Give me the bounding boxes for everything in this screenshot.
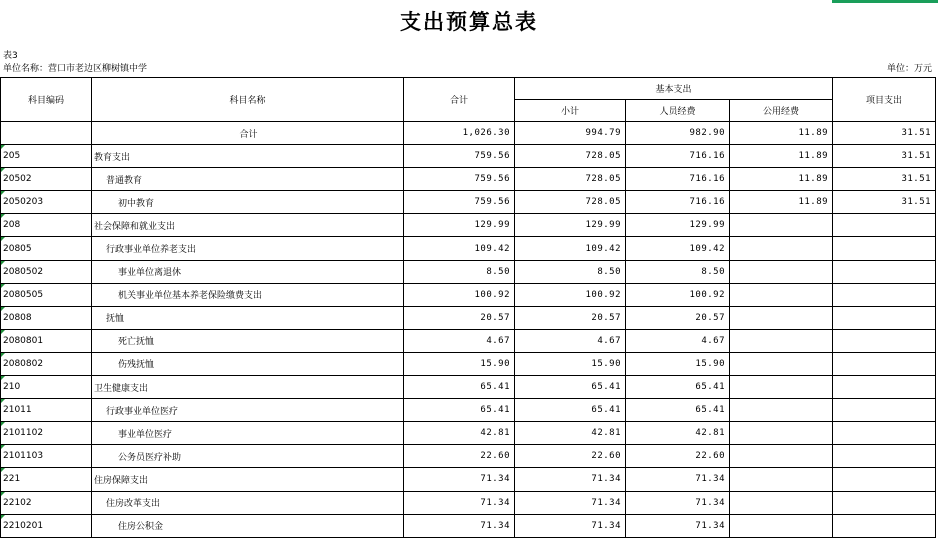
cell-name[interactable]: 初中教育 <box>92 191 404 214</box>
cell-personnel[interactable]: 716.16 <box>626 191 730 214</box>
cell-subtotal[interactable]: 65.41 <box>515 376 626 399</box>
cell-code-text: 21011 <box>3 405 32 416</box>
cell-personnel[interactable]: 71.34 <box>626 514 730 537</box>
table-row[interactable] <box>1 352 936 375</box>
cell-personnel[interactable]: 65.41 <box>626 399 730 422</box>
header-name[interactable]: 科目名称 <box>92 78 404 122</box>
cell-code[interactable] <box>1 306 92 329</box>
cell-code[interactable] <box>1 422 92 445</box>
cell-code[interactable] <box>1 329 92 352</box>
cell-public[interactable] <box>730 514 833 537</box>
cell-project[interactable]: 31.51 <box>833 168 936 191</box>
cell-subtotal[interactable]: 22.60 <box>515 445 626 468</box>
cell-project[interactable] <box>833 376 936 399</box>
cell-personnel[interactable]: 65.41 <box>626 376 730 399</box>
table-row[interactable] <box>1 214 936 237</box>
cell-personnel[interactable]: 15.90 <box>626 352 730 375</box>
table-row[interactable] <box>1 376 936 399</box>
cell-name[interactable]: 合计 <box>92 122 404 145</box>
cell-code-text: 2080802 <box>3 358 44 369</box>
cell-marker-icon <box>1 492 5 496</box>
cell-total[interactable]: 65.41 <box>404 399 515 422</box>
cell-public[interactable]: 11.89 <box>730 168 833 191</box>
header-personnel[interactable]: 人员经费 <box>626 100 730 122</box>
cell-personnel[interactable]: 22.60 <box>626 445 730 468</box>
cell-name[interactable]: 事业单位离退休 <box>92 260 404 283</box>
cell-name[interactable]: 公务员医疗补助 <box>92 445 404 468</box>
cell-code[interactable] <box>1 352 92 375</box>
cell-marker-icon <box>1 145 5 149</box>
cell-personnel[interactable]: 8.50 <box>626 260 730 283</box>
cell-code-text: 2210201 <box>3 520 44 531</box>
cell-code[interactable] <box>1 145 92 168</box>
cell-subtotal[interactable]: 8.50 <box>515 260 626 283</box>
cell-name[interactable]: 机关事业单位基本养老保险缴费支出 <box>92 283 404 306</box>
cell-subtotal[interactable]: 728.05 <box>515 191 626 214</box>
header-project[interactable]: 项目支出 <box>833 78 936 122</box>
cell-marker-icon <box>1 168 5 172</box>
cell-project[interactable] <box>833 491 936 514</box>
cell-public[interactable] <box>730 399 833 422</box>
cell-public[interactable]: 11.89 <box>730 191 833 214</box>
cell-name[interactable]: 卫生健康支出 <box>92 376 404 399</box>
cell-code-text: 221 <box>3 474 21 485</box>
cell-name[interactable]: 社会保障和就业支出 <box>92 214 404 237</box>
cell-personnel[interactable]: 716.16 <box>626 168 730 191</box>
cell-code-text: 2050203 <box>3 197 44 208</box>
cell-public[interactable] <box>730 491 833 514</box>
cell-marker-icon <box>1 445 5 449</box>
cell-total[interactable]: 4.67 <box>404 329 515 352</box>
table-row[interactable] <box>1 168 936 191</box>
cell-marker-icon <box>1 468 5 472</box>
cell-subtotal[interactable]: 994.79 <box>515 122 626 145</box>
cell-marker-icon <box>1 284 5 288</box>
cell-total[interactable]: 100.92 <box>404 283 515 306</box>
cell-public[interactable] <box>730 376 833 399</box>
cell-name[interactable]: 伤残抚恤 <box>92 352 404 375</box>
cell-code[interactable] <box>1 399 92 422</box>
table-row[interactable] <box>1 283 936 306</box>
table-header <box>1 78 936 122</box>
cell-total[interactable]: 759.56 <box>404 145 515 168</box>
cell-code-text: 2101103 <box>3 451 44 462</box>
table-body <box>1 122 936 538</box>
cell-marker-icon <box>1 422 5 426</box>
cell-code-text: 2080502 <box>3 266 44 277</box>
table-row[interactable] <box>1 445 936 468</box>
cell-public[interactable] <box>730 445 833 468</box>
cell-project[interactable] <box>833 283 936 306</box>
table-row[interactable] <box>1 260 936 283</box>
cell-personnel[interactable]: 716.16 <box>626 145 730 168</box>
header-code[interactable]: 科目编码 <box>1 78 92 122</box>
header-basic[interactable]: 基本支出 <box>515 78 833 100</box>
cell-public[interactable] <box>730 283 833 306</box>
top-accent-bar <box>832 0 938 3</box>
cell-code[interactable] <box>1 283 92 306</box>
cell-public[interactable]: 11.89 <box>730 145 833 168</box>
cell-marker-icon <box>1 261 5 265</box>
cell-marker-icon <box>1 237 5 241</box>
cell-subtotal[interactable]: 71.34 <box>515 514 626 537</box>
cell-code[interactable] <box>1 491 92 514</box>
cell-public[interactable] <box>730 468 833 491</box>
cell-code-text: 20502 <box>3 174 32 185</box>
cell-code[interactable] <box>1 468 92 491</box>
cell-public[interactable] <box>730 237 833 260</box>
cell-marker-icon <box>1 515 5 519</box>
header-subtotal[interactable]: 小计 <box>515 100 626 122</box>
cell-total[interactable]: 129.99 <box>404 214 515 237</box>
cell-subtotal[interactable]: 4.67 <box>515 329 626 352</box>
table-row[interactable] <box>1 306 936 329</box>
cell-project[interactable] <box>833 260 936 283</box>
cell-public[interactable] <box>730 260 833 283</box>
cell-personnel[interactable]: 100.92 <box>626 283 730 306</box>
cell-personnel[interactable]: 129.99 <box>626 214 730 237</box>
cell-project[interactable]: 31.51 <box>833 145 936 168</box>
cell-code[interactable] <box>1 514 92 537</box>
cell-project[interactable] <box>833 214 936 237</box>
cell-project[interactable] <box>833 329 936 352</box>
cell-subtotal[interactable]: 728.05 <box>515 145 626 168</box>
cell-personnel[interactable]: 109.42 <box>626 237 730 260</box>
cell-public[interactable] <box>730 214 833 237</box>
cell-name[interactable]: 住房保障支出 <box>92 468 404 491</box>
cell-personnel[interactable]: 71.34 <box>626 491 730 514</box>
cell-name[interactable]: 住房公积金 <box>92 514 404 537</box>
cell-code[interactable] <box>1 376 92 399</box>
cell-total[interactable]: 759.56 <box>404 191 515 214</box>
cell-total[interactable]: 759.56 <box>404 168 515 191</box>
cell-subtotal[interactable]: 71.34 <box>515 468 626 491</box>
table-row[interactable] <box>1 145 936 168</box>
cell-subtotal[interactable]: 71.34 <box>515 491 626 514</box>
cell-marker-icon <box>1 214 5 218</box>
cell-project[interactable] <box>833 237 936 260</box>
cell-name[interactable]: 行政事业单位养老支出 <box>92 237 404 260</box>
table-row[interactable] <box>1 399 936 422</box>
cell-code-text: 210 <box>3 382 21 393</box>
cell-code[interactable] <box>1 191 92 214</box>
cell-code[interactable] <box>1 168 92 191</box>
cell-subtotal[interactable]: 728.05 <box>515 168 626 191</box>
table-row[interactable] <box>1 422 936 445</box>
table-row[interactable] <box>1 514 936 537</box>
cell-code[interactable] <box>1 445 92 468</box>
cell-total[interactable]: 71.34 <box>404 514 515 537</box>
cell-name[interactable]: 死亡抚恤 <box>92 329 404 352</box>
total-row[interactable] <box>1 122 936 145</box>
cell-marker-icon <box>1 307 5 311</box>
cell-marker-icon <box>1 191 5 195</box>
cell-name[interactable]: 住房改革支出 <box>92 491 404 514</box>
cell-marker-icon <box>1 330 5 334</box>
cell-code[interactable] <box>1 214 92 237</box>
cell-total[interactable]: 65.41 <box>404 376 515 399</box>
cell-name[interactable]: 教育支出 <box>92 145 404 168</box>
cell-name[interactable]: 行政事业单位医疗 <box>92 399 404 422</box>
cell-code-text: 20808 <box>3 312 32 323</box>
currency-unit: 单位：万元 <box>886 64 932 74</box>
cell-total[interactable]: 71.34 <box>404 491 515 514</box>
cell-project[interactable] <box>833 399 936 422</box>
cell-subtotal[interactable]: 15.90 <box>515 352 626 375</box>
table-row[interactable] <box>1 468 936 491</box>
cell-total[interactable]: 15.90 <box>404 352 515 375</box>
table-row[interactable] <box>1 491 936 514</box>
cell-project[interactable]: 31.51 <box>833 191 936 214</box>
table-row[interactable] <box>1 237 936 260</box>
cell-subtotal[interactable]: 65.41 <box>515 399 626 422</box>
cell-total[interactable]: 8.50 <box>404 260 515 283</box>
header-public[interactable]: 公用经费 <box>730 100 833 122</box>
cell-code-text: 208 <box>3 220 21 231</box>
cell-project[interactable] <box>833 445 936 468</box>
cell-personnel[interactable]: 982.90 <box>626 122 730 145</box>
cell-name[interactable]: 普通教育 <box>92 168 404 191</box>
cell-code-text: 205 <box>3 151 21 162</box>
cell-total[interactable]: 42.81 <box>404 422 515 445</box>
cell-name[interactable]: 抚恤 <box>92 306 404 329</box>
cell-personnel[interactable]: 20.57 <box>626 306 730 329</box>
table-number: 表3 <box>3 51 18 61</box>
unit-name: 单位名称：营口市老边区柳树镇中学 <box>3 64 148 74</box>
header-total[interactable]: 合计 <box>404 78 515 122</box>
cell-project[interactable] <box>833 352 936 375</box>
cell-code-text: 2080505 <box>3 289 44 300</box>
cell-total[interactable]: 71.34 <box>404 468 515 491</box>
cell-public[interactable]: 11.89 <box>730 122 833 145</box>
cell-personnel[interactable]: 42.81 <box>626 422 730 445</box>
cell-personnel[interactable]: 4.67 <box>626 329 730 352</box>
cell-marker-icon <box>1 399 5 403</box>
table-row[interactable] <box>1 329 936 352</box>
cell-project[interactable]: 31.51 <box>833 122 936 145</box>
page-title: 支出预算总表 <box>400 9 538 34</box>
cell-public[interactable] <box>730 422 833 445</box>
cell-public[interactable] <box>730 352 833 375</box>
cell-public[interactable] <box>730 329 833 352</box>
cell-project[interactable] <box>833 468 936 491</box>
cell-code[interactable] <box>1 260 92 283</box>
cell-project[interactable] <box>833 514 936 537</box>
budget-table <box>0 77 936 538</box>
cell-code-text: 22102 <box>3 497 32 508</box>
cell-subtotal[interactable]: 100.92 <box>515 283 626 306</box>
cell-total[interactable]: 22.60 <box>404 445 515 468</box>
cell-code-text: 2080801 <box>3 335 44 346</box>
cell-code[interactable] <box>1 237 92 260</box>
cell-code[interactable] <box>1 122 92 145</box>
cell-project[interactable] <box>833 422 936 445</box>
cell-total[interactable]: 20.57 <box>404 306 515 329</box>
cell-subtotal[interactable]: 129.99 <box>515 214 626 237</box>
cell-code-text: 2101102 <box>3 428 44 439</box>
cell-subtotal[interactable]: 42.81 <box>515 422 626 445</box>
table-row[interactable] <box>1 191 936 214</box>
cell-personnel[interactable]: 71.34 <box>626 468 730 491</box>
cell-name[interactable]: 事业单位医疗 <box>92 422 404 445</box>
cell-code-text: 20805 <box>3 243 32 254</box>
cell-subtotal[interactable]: 109.42 <box>515 237 626 260</box>
cell-public[interactable] <box>730 306 833 329</box>
cell-marker-icon <box>1 353 5 357</box>
cell-subtotal[interactable]: 20.57 <box>515 306 626 329</box>
cell-project[interactable] <box>833 306 936 329</box>
cell-total[interactable]: 1,026.30 <box>404 122 515 145</box>
cell-total[interactable]: 109.42 <box>404 237 515 260</box>
cell-marker-icon <box>1 376 5 380</box>
